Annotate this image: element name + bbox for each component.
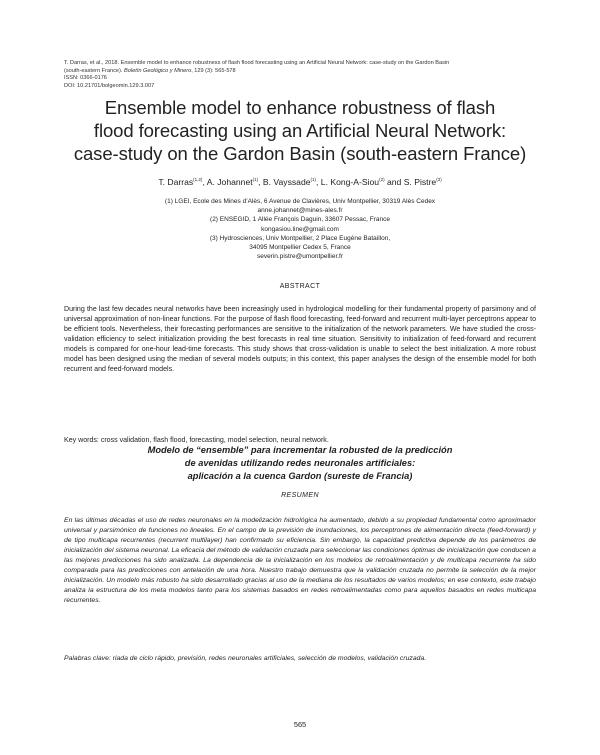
citation-issn: ISSN: 0366-0176 [64, 75, 107, 82]
affiliation-3: (3) Hydrosciences, Univ Montpellier, 2 Place Eugène Bataillon, [209, 234, 391, 242]
author-affiliation-mark: (1,2) [193, 177, 203, 182]
resumen-body: En las últimas décadas el uso de redes neuronales en la modelización hidrológica ha aumentado, debido a su propiedad fundamental como aproximador universal y parsimónico de funciones no lineales. En el campo de la previsión de inundaciones, los perceptrones de alimentación directa (feed-forward) y de tipo multicapa recurrentes (recurrent multilayer) han confirmado su eficiencia. Sin embargo, la capacidad predictiva depende de los parámetros de inicialización del sistema neuronal. La eficacia del método de validación cruzada para seleccionar las condiciones óptimas de inicialización que conducen a las mejores predicciones ha sido analizada. La dependencia de la inicialización en los modelos de retroalimentación y de multicapa recurrente ha sido comparada para las predicciones con antelación de una hora. Nuestro trabajo demuestra que la validación cruzada no permite la selección de la mejor inicialización. Un modelo más robusto ha sido desarrollado gracias al uso de la mediana de los resultados de varios modelos; en ese contexto, este trabajo analiza la estructura de los meta modelos tanto para los sistemas basados en redes retroalimentadas como para aquellos basados en redes multicapa recurrentes. [64, 517, 536, 604]
title-line-2: flood forecasting using an Artificial Neural Network: [93, 120, 507, 141]
citation-location: (south-eastern France). [64, 67, 125, 74]
author: T. Darras$^{(1,2)}$, [158, 177, 207, 187]
author-affiliation-mark: (2) [379, 177, 385, 182]
citation-volume: , 129 (3): 565-578 [191, 67, 236, 74]
palabras-clave: Palabras clave: riada de ciclo rápido, previsión, redes neuronales artificiales, selección de modelos, validación cruzada. [64, 655, 427, 662]
citation-doi: DOI: 10.21701/bolgeomin.129.3.007 [64, 82, 155, 89]
author-list [40, 174, 560, 188]
citation-journal: Boletín Geológico y Minero [124, 67, 192, 74]
affiliation-3-address: 34095 Montpellier Cedex 5, France [249, 244, 351, 252]
article-title [40, 96, 560, 165]
affiliations [100, 197, 500, 261]
author-affiliation-mark: (3) [436, 177, 442, 182]
abstract-heading: ABSTRACT [279, 283, 321, 290]
spanish-title-line-2: de avenidas utilizando redes neuronales artificiales: [184, 458, 416, 468]
affiliation-2: (2) ENSEGID, 1 Allée François Daguin, 33607 Pessac, France [210, 216, 390, 224]
keywords: Key words: cross validation, flash flood, forecasting, model selection, neural network. [64, 437, 329, 444]
citation-line-2 [64, 68, 544, 76]
author-affiliation-mark: (1) [310, 177, 317, 182]
spanish-title-line-1: Modelo de “ensemble” para incrementar la robusted de la predicción [147, 445, 453, 455]
title-line-1: Ensemble model to enhance robustness of flash [104, 97, 496, 118]
author: L. Kong-A-Siou$^{(2)}$ and [320, 177, 404, 187]
author-affiliation-mark: (1) [252, 177, 259, 182]
spanish-title-line-3: aplicación a la cuenca Gardon (sureste de Francia) [187, 471, 413, 481]
email-link-1[interactable]: anne.johannet@mines-ales.fr [257, 207, 343, 215]
author: B. Vayssade$^{(1)}$, [262, 177, 321, 187]
resumen-heading: RESUMEN [281, 492, 319, 499]
title-line-3: case-study on the Gardon Basin (south-eastern France) [73, 143, 527, 164]
email-link-2[interactable]: kongasiou.line@gmail.com [261, 225, 339, 233]
citation-line-1: T. Darras, et al., 2018. Ensemble model to enhance robustness of flash flood forecasting using an Artificial Neural Network: case-study on the Gardon Basin [64, 60, 450, 66]
abstract-body: During the last few decades neural networks have been increasingly used in hydrological modelling for their fundamental property of parsimony and of universal approximation of non-linear functions. For the purpose of flash flood forecasting, feed-forward and recurrent multi-layer perceptrons appear to be efficient tools. Nevertheless, their forecasting performances are sensitive to the initialization of the network parameters. We have studied the cross-validation efficiency to select initialization providing the best forecasts in real time situation. Sensitivity to initialization of feed-forward and recurrent models is compared for one-hour lead-time forecasts. This study shows that cross-validation is unable to select the best initialization. A more robust model has been designed using the median of several models outputs; in this context, this paper analyses the design of the ensemble model for both recurrent and feed-forward models. [64, 306, 536, 374]
author: A. Johannet$^{(1)}$, [206, 177, 263, 187]
affiliation-1: (1) LGEI, Ecole des Mines d’Alès, 6 Avenue de Clavières, Univ Montpellier, 30319 Alès Cedex [164, 198, 436, 205]
email-link-3[interactable]: severin.pistre@umontpellier.fr [256, 253, 344, 261]
author: S. Pistre$^{(3)}$ [403, 177, 442, 187]
citation-header [64, 60, 544, 90]
page-number: 565 [293, 720, 307, 729]
